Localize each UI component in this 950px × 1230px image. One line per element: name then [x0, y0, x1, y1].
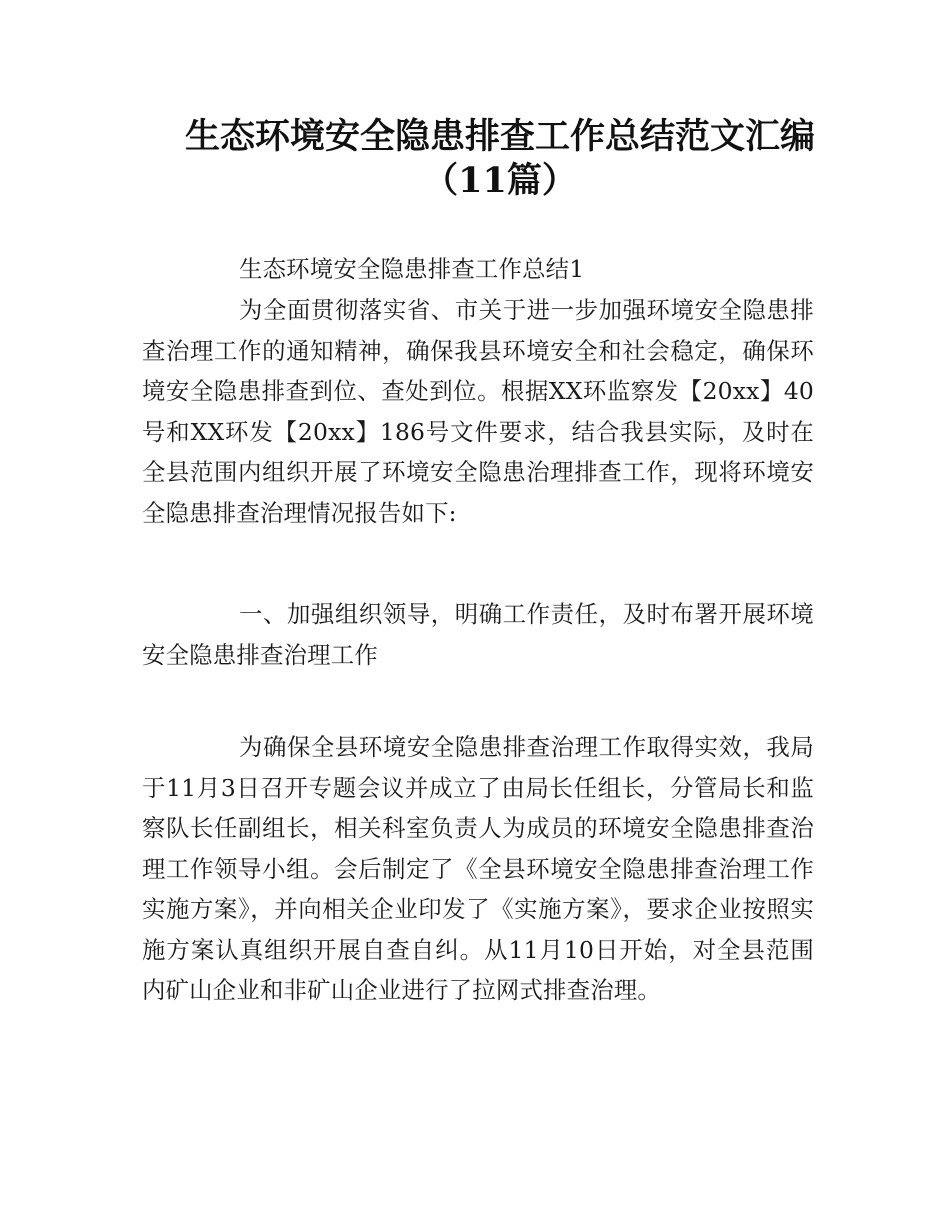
article-heading: 生态环境安全隐患排查工作总结1 [239, 255, 585, 283]
paragraph-intro: 为全面贯彻落实省、市关于进一步加强环境安全隐患排查治理工作的通知精神，确保我县环境安全和社会稳定，确保环境安全隐患排查到位、查处到位。根据XX环监察发【20xx】40号和XX环发【20xx】186号文件要求，结合我县实际，及时在全县范围内组织开展了环境安全隐患治理排查工作，现将环境安全隐患排查治理情况报告如下: [142, 296, 814, 527]
paragraph-organization: 为确保全县环境安全隐患排查治理工作取得实效，我局于11月3日召开专题会议并成立了由局长任组长，分管局长和监察队长任副组长，相关科室负责人为成员的环境安全隐患排查治理工作领导小组。会后制定了《全县环境安全隐患排查治理工作实施方案》，并向相关企业印发了《实施方案》，要求企业按照实施方案认真组织开展自查自纠。从11月10日开始，对全县范围内矿山企业和非矿山企业进行了拉网式排查治理。 [142, 733, 814, 1004]
document-title: 生态环境安全隐患排查工作总结范文汇编 [184, 116, 815, 157]
section-heading-1: 一、加强组织领导，明确工作责任，及时布署开展环境安全隐患排查治理工作 [142, 600, 814, 669]
document-title-subtitle: （11篇） [423, 160, 577, 201]
